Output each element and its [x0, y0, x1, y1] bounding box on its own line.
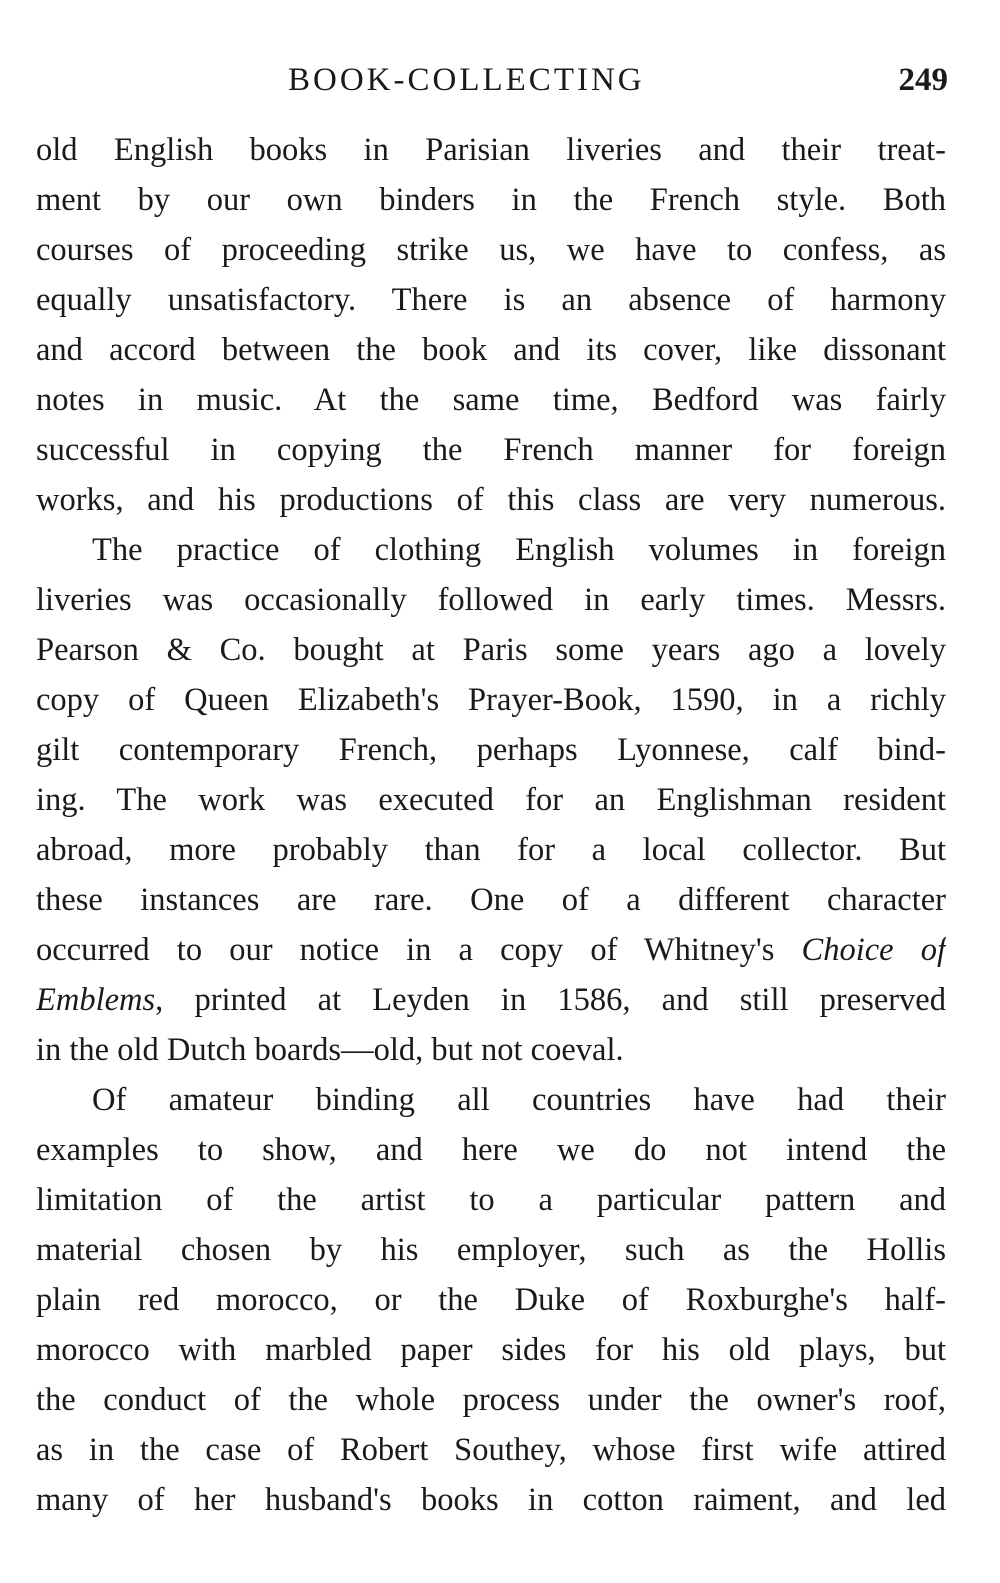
text-line: many of her husband's books in cotton raiment, and led	[36, 1482, 946, 1518]
page-number: 249	[898, 62, 948, 98]
body-text	[36, 125, 946, 1525]
paragraph-1	[36, 125, 946, 525]
text-line: ment by our own binders in the French style. Both	[36, 182, 946, 218]
text-line: notes in music. At the same time, Bedford was fairly	[36, 382, 946, 418]
text-line: Of amateur binding all countries have had their	[92, 1082, 946, 1118]
text-line: abroad, more probably than for a local collector. But	[36, 832, 946, 868]
text-line: plain red morocco, or the Duke of Roxburghe's half-	[36, 1282, 946, 1318]
text-segment: occurred to our notice in a copy of Whitney's	[36, 932, 775, 968]
text-line: morocco with marbled paper sides for his old plays, but	[36, 1332, 946, 1368]
running-header	[36, 58, 948, 102]
text-line: gilt contemporary French, perhaps Lyonnese, calf bind-	[36, 732, 946, 768]
text-line: and accord between the book and its cover, like dissonant	[36, 332, 946, 368]
italic-book-title: Emblems	[36, 982, 156, 1018]
text-line: The practice of clothing English volumes in foreign	[92, 532, 946, 568]
text-line: ing. The work was executed for an Englishman resident	[36, 782, 946, 818]
text-line: Pearson & Co. bought at Paris some years ago a lovely	[36, 632, 946, 668]
text-line: limitation of the artist to a particular pattern and	[36, 1182, 946, 1218]
paragraph-2	[36, 525, 946, 1075]
text-line: old English books in Parisian liveries and their treat-	[36, 132, 946, 168]
text-line: as in the case of Robert Southey, whose first wife attired	[36, 1432, 946, 1468]
text-line: equally unsatisfactory. There is an absence of harmony	[36, 282, 946, 318]
text-segment: , printed at Leyden in 1586, and still preserved	[155, 982, 946, 1018]
text-line: courses of proceeding strike us, we have to confess, as	[36, 232, 946, 268]
text-line: the conduct of the whole process under the owner's roof,	[36, 1382, 946, 1418]
running-title: BOOK-COLLECTING	[288, 62, 645, 98]
text-line: successful in copying the French manner for foreign	[36, 432, 946, 468]
text-line: in the old Dutch boards—old, but not coeval.	[36, 1032, 624, 1068]
text-line: copy of Queen Elizabeth's Prayer-Book, 1590, in a richly	[36, 682, 946, 718]
paragraph-3	[36, 1075, 946, 1525]
italic-book-title: Choice of	[801, 932, 946, 968]
text-line: examples to show, and here we do not intend the	[36, 1132, 946, 1168]
text-line-with-title	[36, 975, 946, 1025]
text-line: liveries was occasionally followed in early times. Messrs.	[36, 582, 946, 618]
text-line-with-title	[36, 925, 946, 975]
text-line: these instances are rare. One of a different character	[36, 882, 946, 918]
text-line: works, and his productions of this class are very numerous.	[36, 482, 946, 518]
text-line: material chosen by his employer, such as the Hollis	[36, 1232, 946, 1268]
